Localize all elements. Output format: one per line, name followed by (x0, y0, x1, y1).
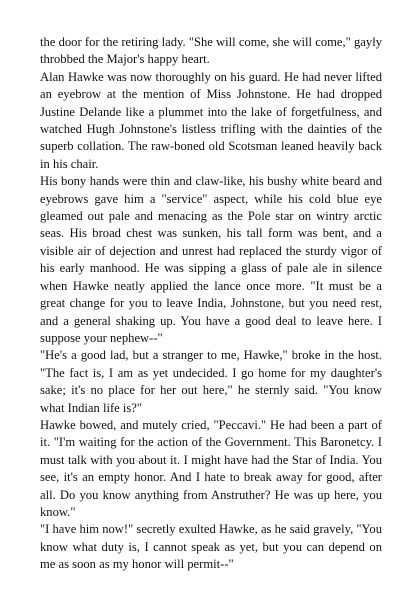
paragraph-1: the door for the retiring lady. "She will come, she will come," gayly throbbed the Major's happy heart. (40, 35, 382, 67)
page-text-block (40, 34, 382, 574)
paragraph-2: Alan Hawke was now thoroughly on his guard. He had never lifted an eyebrow at the mention of Miss Johnstone. He had dropped Justine Delande like a plummet into the lake of forgetfulness, and watched Hugh Johnstone's listless trifling with the dainties of the superb collation. The raw-boned old Scotsman leaned heavily back in his chair. (40, 69, 382, 171)
paragraph-4: "He's a good lad, but a stranger to me, Hawke," broke in the host. "The fact is, I am as yet undecided. I go home for my daughter's sake; it's no place for her out here," he sternly said. "You know what Indian life is?" (40, 348, 382, 415)
paragraph-3: His bony hands were thin and claw-like, his bushy white beard and eyebrows gave him a "service" aspect, while his cold blue eye gleamed out pale and menacing as the Pole star on wintry arctic seas. His broad chest was sunken, his tall form was bent, and a visible air of dejection and unrest had replaced the sturdy vigor of his early manhood. He was sipping a glass of pale ale in silence when Hawke neatly applied the lance once more. "It must be a great change for you to leave India, Johnstone, but you need rest, and a general shaking up. You have a good deal to leave here. I suppose your nephew--" (40, 174, 382, 345)
paragraph-6: "I have him now!" secretly exulted Hawke, as he said gravely, "You know what duty is, I cannot speak as yet, but you can depend on me as soon as my honor will permit--" (40, 522, 382, 572)
paragraph-5: Hawke bowed, and mutely cried, "Peccavi." He had been a part of it. "I'm waiting for the action of the Government. This Baronetcy. I must talk with you about it. I might have had the Star of India. You see, it's an empty honor. And I hate to break away for good, after all. Do you know anything from Anstruther? He was up here, you know." (40, 417, 382, 519)
